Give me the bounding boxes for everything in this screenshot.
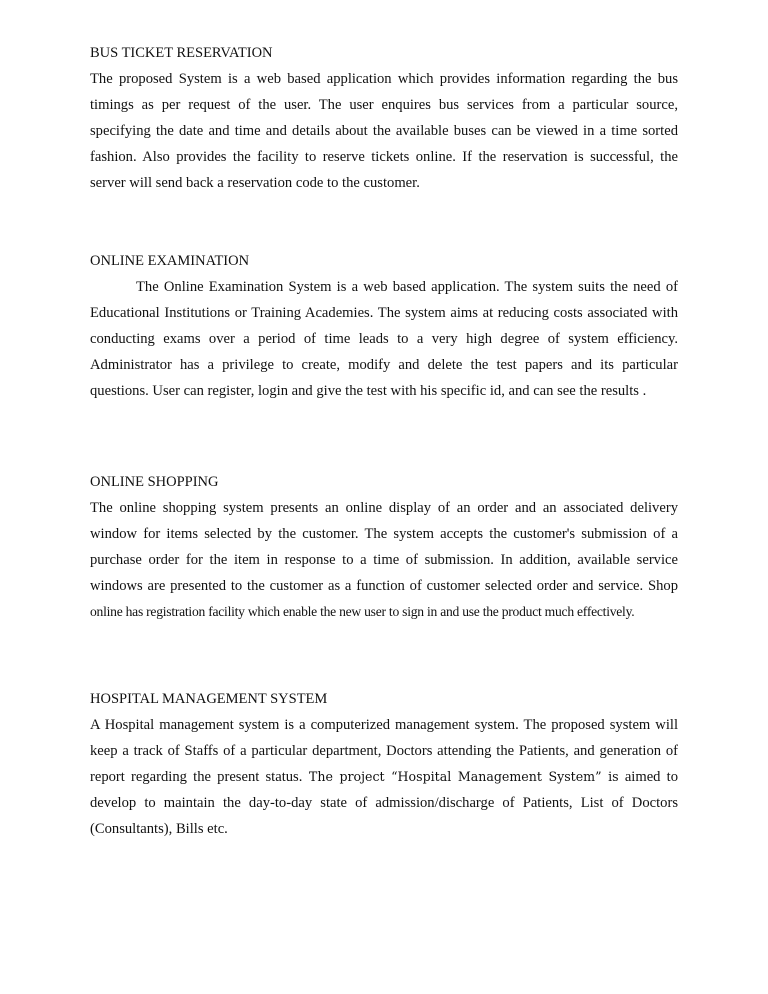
heading-hospital-management-system: HOSPITAL MANAGEMENT SYSTEM xyxy=(90,691,328,707)
heading-online-shopping: ONLINE SHOPPING xyxy=(90,474,219,490)
paragraph-hospital-start: A Hospital management system is a computerized management system. The proposed system will keep a track of Staffs of a particular department, Doctors attending the Patients, and generation of report regarding the present status. xyxy=(90,717,678,785)
heading-online-examination: ONLINE EXAMINATION xyxy=(90,253,250,269)
paragraph-bus-ticket-reservation: The proposed System is a web based application which provides information regarding the bus timings as per request of the user. The user enquires bus services from a particular source, specifying the date and time and details about the available buses can be viewed in a time sorted fashion. Also provides the facility to reserve tickets online. If the reservation is successful, the server will send back a reservation code to the customer. xyxy=(90,71,678,191)
heading-bus-ticket-reservation: BUS TICKET RESERVATION xyxy=(90,45,273,61)
paragraph-hospital-end: aimed to develop to maintain the day-to-day state of admission/discharge of Patients, List of Doctors (Consultants), Bills etc. xyxy=(90,769,679,837)
paragraph-online-shopping-main: The online shopping system presents an online display of an order and an associated delivery window for items selected by the customer. The system accepts the customer's submission of a purchase order for the item in response to a time of submission. In addition, available service windows are presented to the customer as a function of customer selected order and service. Shop xyxy=(90,500,678,594)
paragraph-online-examination: The Online Examination System is a web based application. The system suits the need of Educational Institutions or Training Academies. The system aims at reducing costs associated with conducting exams over a period of time leads to a very high degree of system efficiency. Administrator has a privilege to create, modify and delete the test papers and its particular questions. User can register, login and give the test with his specific id, and can see the results . xyxy=(90,279,678,399)
paragraph-online-shopping xyxy=(90,495,678,625)
paragraph-online-shopping-tail: online has registration facility which enable the new user to sign in and use the product much effectively. xyxy=(90,604,635,619)
paragraph-hospital-management-system xyxy=(90,712,678,842)
paragraph-hospital-mixed: The project “Hospital Management System” is xyxy=(302,769,619,784)
